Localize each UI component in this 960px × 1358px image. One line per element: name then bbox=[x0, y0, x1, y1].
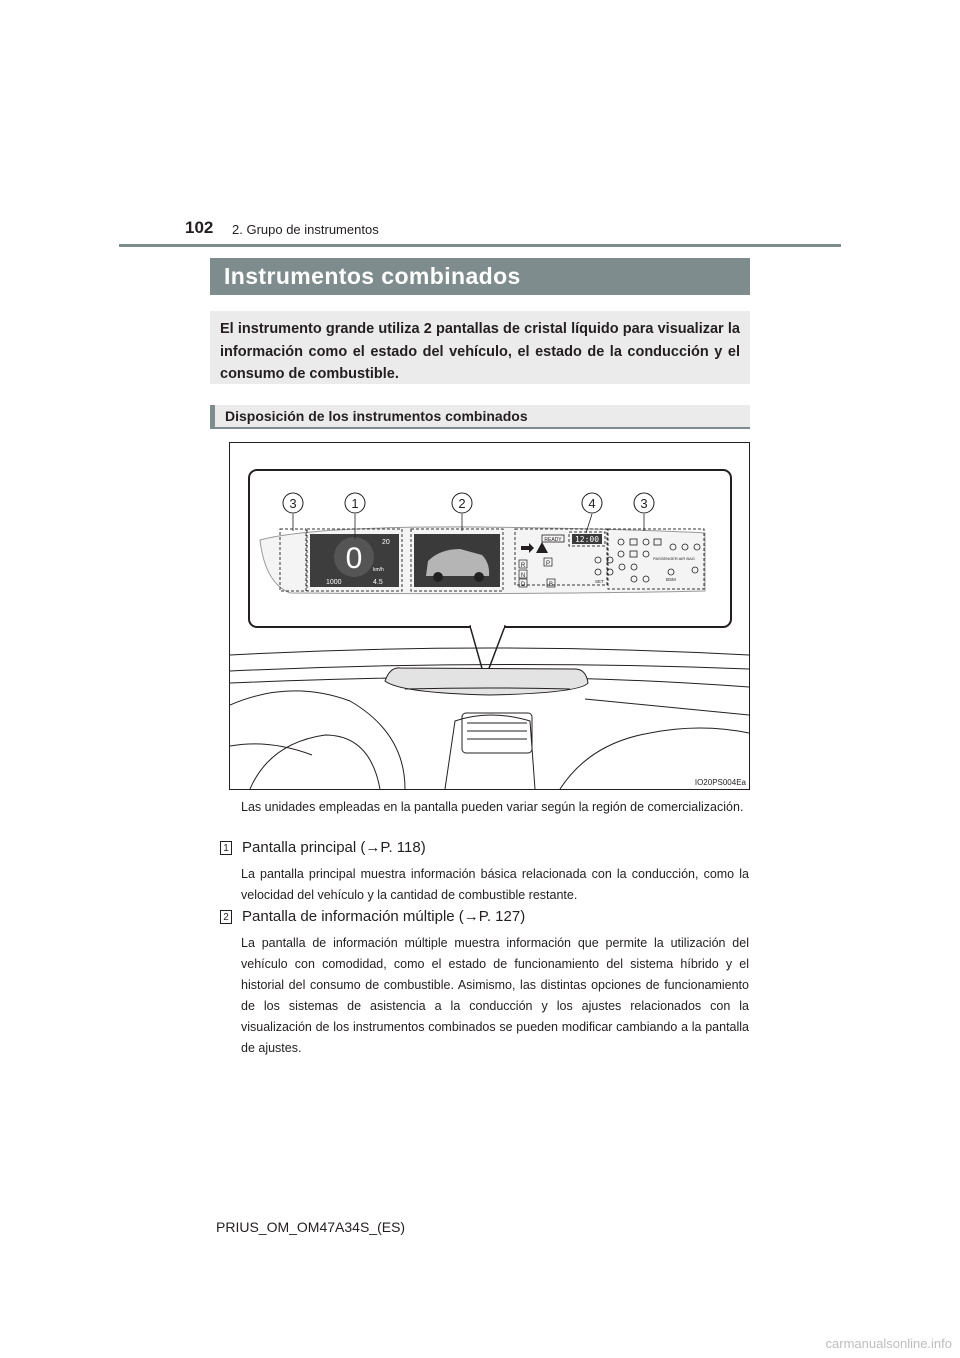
park-indicator: P bbox=[545, 561, 551, 567]
figure-code: IO20PS004Ea bbox=[694, 778, 746, 787]
callout-label-1: 1 bbox=[351, 496, 359, 511]
bsm-label: BSM bbox=[666, 577, 676, 582]
clock: 12:00 bbox=[574, 535, 600, 544]
dashboard-scene bbox=[230, 648, 749, 789]
shift-r: R bbox=[520, 563, 526, 569]
item-number: 1 bbox=[220, 841, 232, 855]
temp-reading: 20 bbox=[382, 539, 390, 546]
subheading-text: Disposición de los instrumentos combinados bbox=[225, 408, 528, 424]
shift-n: N bbox=[520, 573, 526, 579]
units-note: Las unidades empleadas en la pantalla pueden variar según la región de comercialización. bbox=[241, 800, 744, 814]
page-title: Instrumentos combinados bbox=[210, 258, 750, 295]
airbag-label: PASSENGER AIR BAG bbox=[653, 556, 695, 561]
subheading bbox=[210, 405, 750, 429]
instrument-illustration bbox=[230, 443, 749, 789]
instrument-figure bbox=[229, 442, 750, 790]
header-rule bbox=[119, 244, 841, 247]
item-description: La pantalla principal muestra información básica relacionada con la conducción, como la velocidad del vehículo y la cantidad de combustible restante. bbox=[241, 867, 749, 902]
pointer-mask bbox=[471, 623, 504, 628]
brake-mode: B bbox=[548, 582, 554, 588]
callout-label-2: 2 bbox=[458, 496, 466, 511]
ready-indicator: READY bbox=[544, 537, 562, 543]
avg-consumption: 4.5 bbox=[373, 579, 383, 586]
footer-code: PRIUS_OM_OM47A34S_(ES) bbox=[216, 1219, 406, 1235]
page-number: 102 bbox=[185, 218, 214, 237]
callout-label-3a: 3 bbox=[289, 496, 297, 511]
callout-label-3b: 3 bbox=[640, 496, 648, 511]
odometer: 1000 bbox=[326, 579, 342, 586]
callout-label-4: 4 bbox=[588, 496, 596, 511]
shift-d: D bbox=[520, 582, 526, 588]
intro-text: El instrumento grande utiliza 2 pantallas de cristal líquido para visualizar la información como el estado del vehículo, el estado de la conducción y el consumo de combustible. bbox=[210, 311, 750, 384]
set-label: SET bbox=[595, 579, 604, 584]
item-title: Pantalla principal (→P. 118) bbox=[242, 839, 426, 856]
item-number: 2 bbox=[220, 910, 232, 924]
item-title: Pantalla de información múltiple (→P. 127) bbox=[242, 908, 526, 925]
speed-value: 0 bbox=[345, 542, 363, 575]
section-label: 2. Grupo de instrumentos bbox=[232, 222, 379, 237]
speed-unit: km/h bbox=[373, 567, 384, 573]
watermark: carmanualsonline.info bbox=[825, 1336, 952, 1351]
item-description: La pantalla de información múltiple muestra información que permite la utilización del vehículo con comodidad, como el estado de funcionamiento del sistema híbrido y el historial del consumo de combustible. Asimismo, las distintas opciones de funcionamiento de los sistemas de asistencia a la conducción y los ajustes relacionados con la visualización de los instrumentos combinados se pueden modificar cambiando a la pantalla de ajustes. bbox=[241, 936, 749, 1055]
subheading-accent bbox=[210, 405, 215, 427]
